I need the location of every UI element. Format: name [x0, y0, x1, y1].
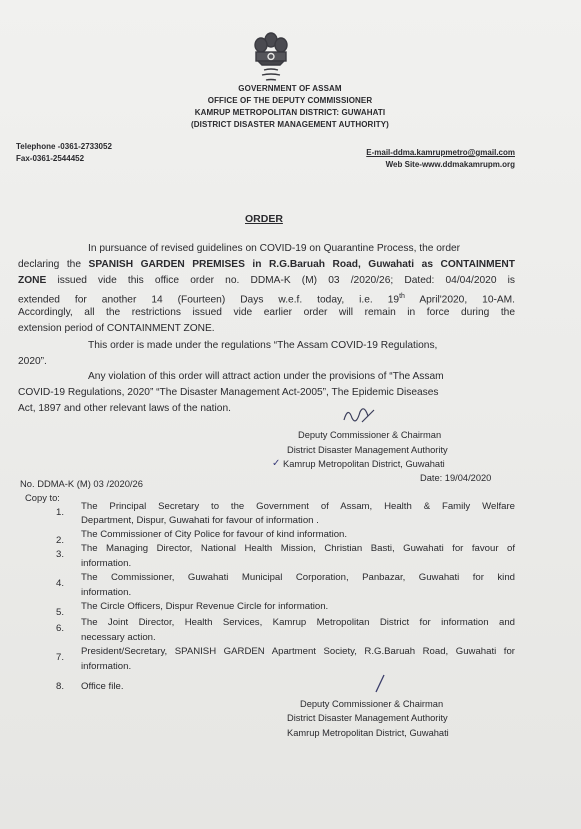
copy-list-item: necessary action. [81, 632, 156, 643]
regulation-line: This order is made under the regulations “The Assam COVID-19 Regulations, [88, 340, 438, 351]
copy-list-item: The Commissioner of City Police for favour of kind information. [81, 529, 348, 540]
copy-list-number: 2. [56, 535, 65, 546]
header-district: KAMRUP METROPOLITAN DISTRICT: GUWAHATI [194, 108, 386, 117]
check-mark-icon: ✓ [272, 458, 281, 469]
copy-list-item: information. [81, 558, 132, 569]
signatory-district: Kamrup Metropolitan District, Guwahati [287, 728, 449, 738]
header-authority: (DISTRICT DISASTER MANAGEMENT AUTHORITY) [191, 120, 389, 129]
order-title: ORDER [245, 213, 283, 225]
signature-mark [340, 400, 380, 428]
order-paragraph-line: Accordingly, all the restrictions issued vide earlier order will remain in force during the [18, 307, 515, 318]
website-address: Web Site-www.ddmakamrupm.org [385, 160, 515, 169]
copy-list-number: 3. [56, 549, 65, 560]
copy-list-number: 5. [56, 607, 65, 618]
signatory-title: Deputy Commissioner & Chairman [300, 699, 444, 709]
order-paragraph-line: extended for another 14 (Fourteen) Days w.e.f. today, i.e. 19th April'2020, 10-AM. [18, 293, 515, 306]
copy-list-number: 4. [56, 578, 65, 589]
copy-list-item: The Joint Director, Health Services, Kamrup Metropolitan District for information and [81, 617, 515, 628]
copy-list-item: President/Secretary, SPANISH GARDEN Apartment Society, R.G.Baruah Road, Guwahati for [81, 646, 515, 657]
fax-number: Fax-0361-2544452 [16, 154, 85, 163]
signatory-authority: District Disaster Management Authority [287, 713, 448, 723]
copy-list-number: 6. [56, 623, 65, 634]
header-government: GOVERNMENT OF ASSAM [238, 84, 342, 93]
national-emblem-icon [244, 28, 298, 88]
copy-list-number: 8. [56, 681, 65, 692]
memo-number: No. DDMA-K (M) 03 /2020/26 [20, 478, 143, 489]
email-address: E-mail-ddma.kamrupmetro@gmail.com [366, 148, 515, 157]
copy-list-item: The Principal Secretary to the Government of Assam, Health & Family Welfare [81, 501, 515, 512]
order-paragraph-line: ZONE issued vide this office order no. DDMA-K (M) 03 /2020/26; Dated: 04/04/2020 is [18, 275, 515, 286]
copy-list-item: The Commissioner, Guwahati Municipal Corporation, Panbazar, Guwahati for kind [81, 572, 515, 583]
copy-list-item: Department, Dispur, Guwahati for favour of information . [81, 515, 319, 526]
copy-list-number: 1. [56, 507, 65, 518]
copy-list-item: The Managing Director, National Health Mission, Christian Basti, Guwahati for favour of [81, 543, 515, 554]
signatory-authority: District Disaster Management Authority [287, 445, 448, 455]
order-paragraph-line: declaring the SPANISH GARDEN PREMISES in R.G.Baruah Road, Guwahati as CONTAINMENT [18, 259, 515, 270]
signatory-title: Deputy Commissioner & Chairman [298, 430, 442, 440]
telephone-number: Telephone -0361-2733052 [16, 142, 112, 151]
order-paragraph-line: In pursuance of revised guidelines on COVID-19 on Quarantine Process, the order [88, 243, 461, 254]
regulation-line: 2020”. [18, 356, 47, 367]
order-date: Date: 19/04/2020 [420, 473, 492, 483]
copy-list-item: Office file. [81, 681, 124, 692]
violation-line: Act, 1897 and other relevant laws of the nation. [18, 403, 231, 414]
copy-list-item: information. [81, 587, 132, 598]
copy-list-number: 7. [56, 652, 65, 663]
copy-list-item: The Circle Officers, Dispur Revenue Circle for information. [81, 601, 329, 612]
signature-mark [372, 672, 388, 694]
violation-line: Any violation of this order will attract action under the provisions of “The Assam [88, 371, 444, 382]
header-office: OFFICE OF THE DEPUTY COMMISSIONER [207, 96, 373, 105]
signatory-district: Kamrup Metropolitan District, Guwahati [283, 459, 445, 469]
copy-list-item: information. [81, 661, 132, 672]
order-paragraph-line: extension period of CONTAINMENT ZONE. [18, 323, 215, 334]
copy-to-label: Copy to: [25, 492, 60, 503]
violation-line: COVID-19 Regulations, 2020” “The Disaster Management Act-2005”, The Epidemic Diseases [18, 387, 439, 398]
